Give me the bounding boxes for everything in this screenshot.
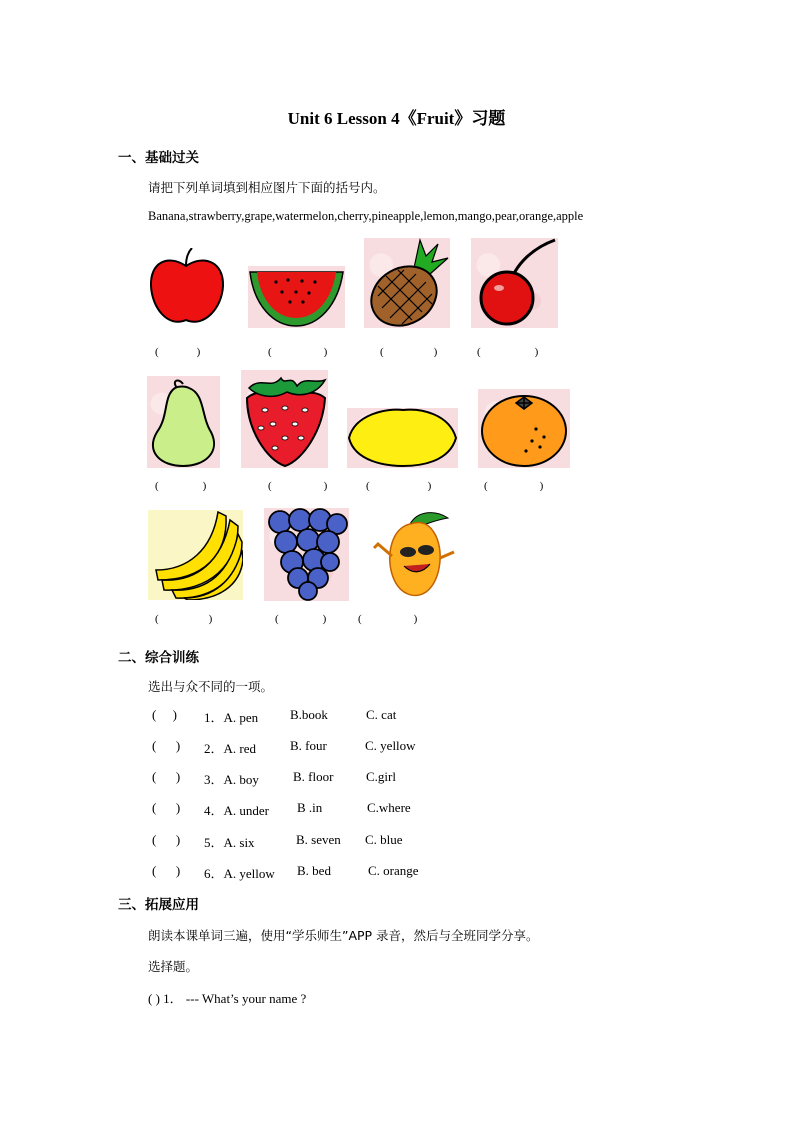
answer-paren-9[interactable]: ( ) <box>155 613 213 625</box>
page-title: Unit 6 Lesson 4《Fruit》习题 <box>287 109 506 128</box>
watermelon-icon <box>248 266 345 328</box>
apple-icon <box>148 248 226 328</box>
question-row: ( ) 2．A. red B. four C. yellow <box>152 738 416 756</box>
strawberry-picture <box>241 370 328 468</box>
instruction-3: 朗读本课单词三遍，使用“学乐师生”APP 录音，然后与全班同学分享。 <box>148 928 539 943</box>
answer-paren-11[interactable]: ( ) <box>358 613 418 625</box>
mango-picture <box>370 508 460 601</box>
section-heading-3: 三、拓展应用 <box>118 897 199 913</box>
answer-paren[interactable]: ( ) <box>152 863 181 878</box>
question-row: ( ) 1．A. pen B.book C. cat <box>152 707 397 725</box>
answer-paren-6[interactable]: ( ) <box>268 480 328 492</box>
question-row: ( ) 5．A. six B. seven C. blue <box>152 832 403 850</box>
section-heading-2: 二、综合训练 <box>118 650 199 666</box>
answer-paren-3[interactable]: ( ) <box>380 346 438 358</box>
grape-icon <box>264 508 349 601</box>
answer-paren-10[interactable]: ( ) <box>275 613 327 625</box>
pineapple-picture <box>364 238 450 328</box>
watermelon-picture <box>248 266 345 328</box>
answer-paren[interactable]: ( ) <box>152 707 177 722</box>
answer-paren-1[interactable]: ( ) <box>155 346 201 358</box>
cherry-picture <box>471 238 558 328</box>
instruction-1: 请把下列单词填到相应图片下面的括号内。 <box>148 180 386 195</box>
final-question: ( ) 1． --- What’s your name ? <box>148 991 307 1006</box>
strawberry-icon <box>241 370 328 468</box>
grape-picture <box>264 508 349 601</box>
instruction-2: 选出与众不同的一项。 <box>148 679 274 694</box>
orange-icon <box>478 389 570 468</box>
question-row: ( ) 4．A. under B .in C.where <box>152 800 411 818</box>
sub-heading: 选择题。 <box>148 959 199 974</box>
pear-icon <box>147 376 220 468</box>
question-row: ( ) 6．A. yellow B. bed C. orange <box>152 863 419 881</box>
cherry-icon <box>471 238 558 328</box>
answer-paren[interactable]: ( ) <box>152 800 181 815</box>
pineapple-icon <box>364 238 450 328</box>
answer-paren-4[interactable]: ( ) <box>477 346 539 358</box>
orange-picture <box>478 389 570 468</box>
banana-picture <box>148 510 243 600</box>
answer-paren[interactable]: ( ) <box>152 769 181 784</box>
answer-paren-5[interactable]: ( ) <box>155 480 207 492</box>
section-heading-1: 一、基础过关 <box>118 150 199 166</box>
lemon-icon <box>347 408 458 468</box>
apple-picture <box>148 248 226 328</box>
answer-paren[interactable]: ( ) <box>152 738 181 753</box>
pear-picture <box>147 376 220 468</box>
answer-paren-2[interactable]: ( ) <box>268 346 328 358</box>
answer-paren[interactable]: ( ) <box>152 832 181 847</box>
banana-icon <box>148 510 243 600</box>
answer-paren-7[interactable]: ( ) <box>366 480 432 492</box>
question-row: ( ) 3．A. boy B. floor C.girl <box>152 769 396 787</box>
mango-icon <box>370 508 460 601</box>
word-bank: Banana,strawberry,grape,watermelon,cherry,pineapple,lemon,mango,pear,orange,apple <box>148 209 584 223</box>
answer-paren-8[interactable]: ( ) <box>484 480 544 492</box>
lemon-picture <box>347 408 458 468</box>
